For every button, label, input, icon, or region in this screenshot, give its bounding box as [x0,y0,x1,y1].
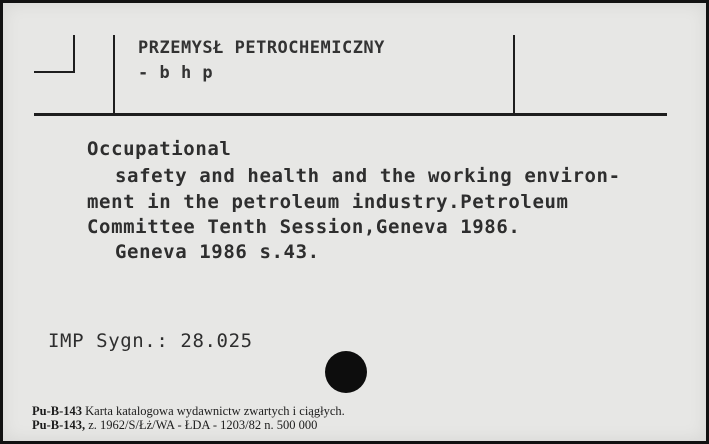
footer-code-2: Pu-B-143, [32,418,86,432]
header-divider-left [113,35,115,115]
entry-line-4: Committee Tenth Session,Geneva 1986. [87,216,521,238]
subject-heading-line1: PRZEMYSŁ PETROCHEMICZNY [138,38,385,58]
entry-imprint: Geneva 1986 s.43. [115,241,320,263]
header-divider-right [513,35,515,115]
subject-heading-line2: - b h p [138,63,214,83]
footer-line-1 [32,404,345,419]
entry-line-2: safety and health and the working environ- [115,165,621,187]
header-rule [34,113,667,116]
call-number: IMP Sygn.: 28.025 [48,330,253,352]
corner-mark-horizontal [34,71,75,73]
footer-code-1: Pu-B-143 [32,404,82,418]
footer-text-1: Karta katalogowa wydawnictw zwartych i ciągłych. [85,404,345,418]
entry-title: Occupational [87,138,232,160]
footer-line-2 [32,418,317,433]
footer-text-2: z. 1962/S/Łż/WA - ŁDA - 1203/82 n. 500 000 [88,418,318,432]
catalog-card [3,3,706,441]
entry-line-3: ment in the petroleum industry.Petroleum [87,191,569,213]
punch-hole [325,351,367,393]
corner-mark-vertical [73,35,75,73]
